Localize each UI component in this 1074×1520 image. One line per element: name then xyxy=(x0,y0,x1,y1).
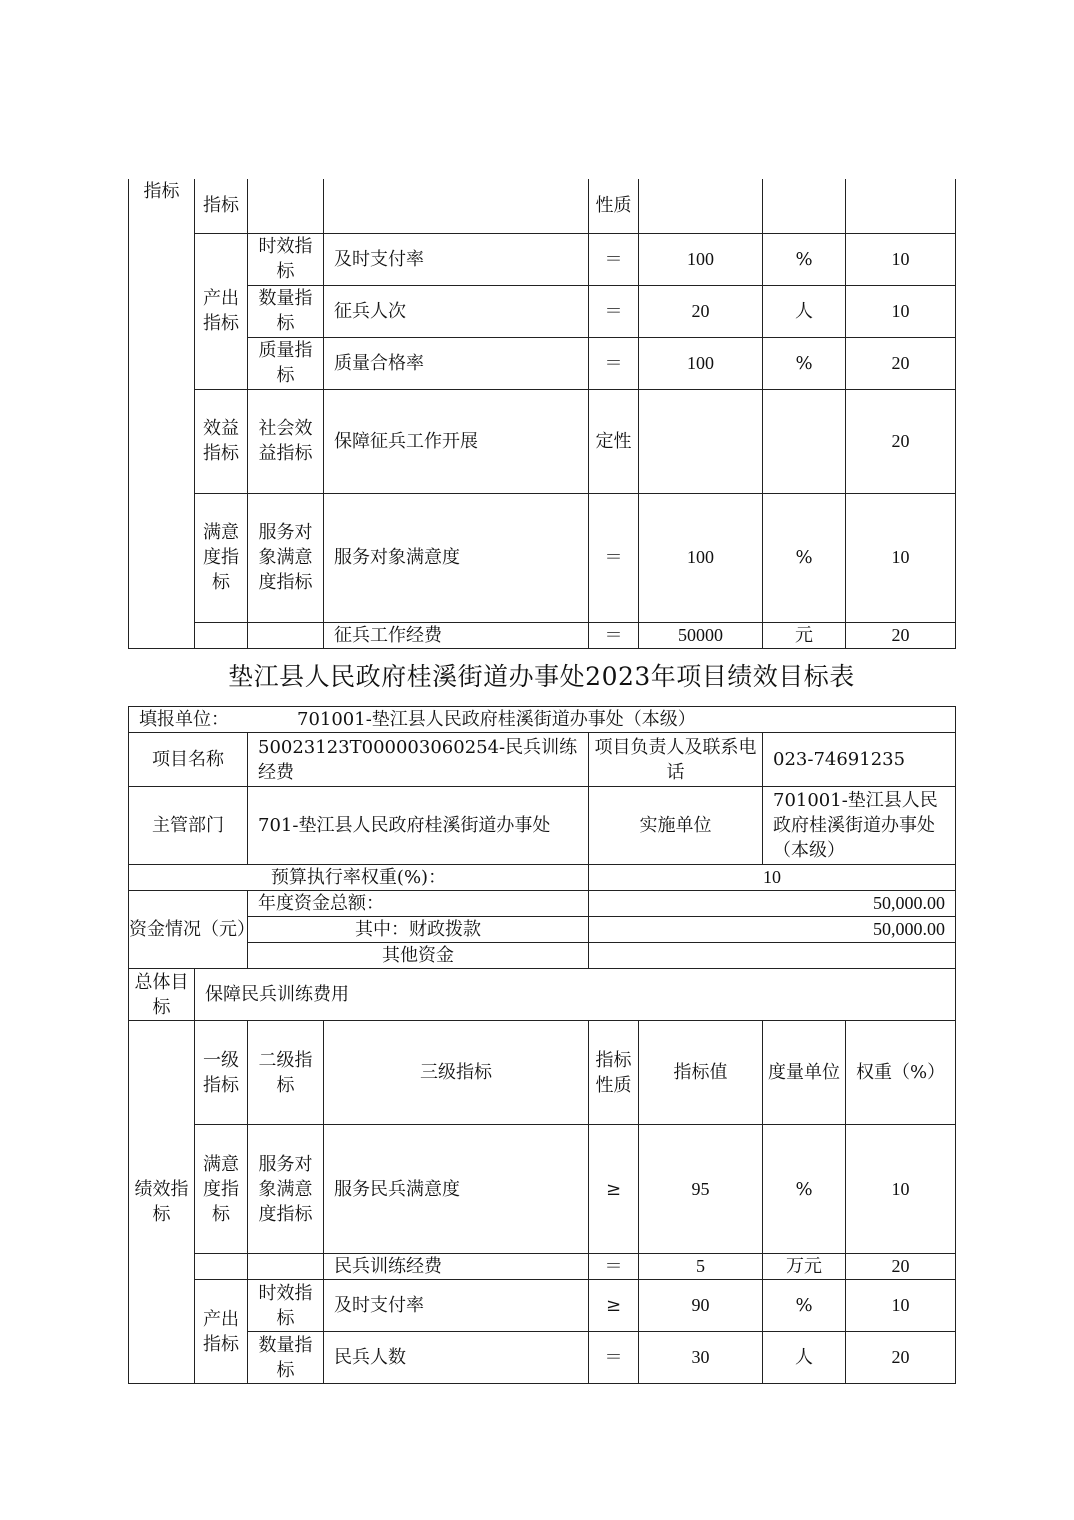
project-name: 50023123T000003060254-民兵训练经费 xyxy=(248,733,589,787)
performance-target-table: 填报单位： 701001-垫江县人民政府桂溪街道办事处（本级） 项目名称 50023123T000003060254-民兵训练经费 项目负责人及联系电话 023-74691235 主管部门 701-垫江县人民政府桂溪街道办事处 实施单位 701001-垫江县人民政府桂溪街道办事处（本级） 预算执行率权重(%)： 10 资金情况（元） 年度资金总额： 50,000.00 其中：财政拨款 50,000.00 其他资金 总体目标 保障民兵训练费用 绩效指标 一级指标 二级指标 三级指标 指标性质 指标值 度量单位 权重（%） 满意度指标 服务对象满意度指标 服务民兵满意度 ≥ 95 % 10 民兵训练经费 ＝ 5 万元 20 产出指标 时效指标 及时支付率 ≥ 90 % 10 数量指标 民兵人数 ＝ 30 人 20 xyxy=(128,706,956,1384)
overall-goal: 保障民兵训练费用 xyxy=(195,969,956,1021)
owner-phone: 023-74691235 xyxy=(763,733,956,787)
funds-fiscal: 50,000.00 xyxy=(589,917,956,943)
table-row: 民兵训练经费 ＝ 5 万元 20 xyxy=(129,1254,956,1280)
reporting-unit: 填报单位： 701001-垫江县人民政府桂溪街道办事处（本级） xyxy=(129,707,956,733)
table-row: 产出指标 时效指标 及时支付率 ≥ 90 % 10 xyxy=(129,1280,956,1332)
table-row: 满意度指标 服务对象满意度指标 服务民兵满意度 ≥ 95 % 10 xyxy=(129,1125,956,1254)
department: 701-垫江县人民政府桂溪街道办事处 xyxy=(248,787,589,865)
performance-table-continued xyxy=(128,179,956,649)
table-row: 效益指标 社会效益指标 保障征兵工作开展 定性 20 xyxy=(129,389,956,493)
table-row: 质量指标 质量合格率 ＝ 100 % 20 xyxy=(129,337,956,389)
funds-total: 50,000.00 xyxy=(589,891,956,917)
funds-label: 资金情况（元） xyxy=(129,891,248,969)
nature-header-tail: 性质 xyxy=(589,179,639,233)
table-row: 数量指标 民兵人数 ＝ 30 人 20 xyxy=(129,1332,956,1384)
table-row: 满意度指标 服务对象满意度指标 服务对象满意度 ＝ 100 % 10 xyxy=(129,493,956,622)
output-indicator-label: 产出指标 xyxy=(195,1280,248,1384)
budget-weight: 10 xyxy=(589,865,956,891)
table-row: 数量指标 征兵人次 ＝ 20 人 10 xyxy=(129,285,956,337)
perf-indicator-label: 指标 xyxy=(129,179,195,648)
funds-other xyxy=(589,943,956,969)
implementing-unit: 701001-垫江县人民政府桂溪街道办事处（本级） xyxy=(763,787,956,865)
output-indicator-label: 产出指标 xyxy=(195,233,248,389)
table-row: 征兵工作经费 ＝ 50000 元 20 xyxy=(129,622,956,648)
perf-indicator-label: 绩效指标 xyxy=(129,1021,195,1384)
table-row: 产出指标 时效指标 及时支付率 ＝ 100 % 10 xyxy=(129,233,956,285)
level1-header-tail: 指标 xyxy=(195,179,248,233)
table-header-row: 绩效指标 一级指标 二级指标 三级指标 指标性质 指标值 度量单位 权重（%） xyxy=(129,1021,956,1125)
page-title: 垫江县人民政府桂溪街道办事处2023年项目绩效目标表 xyxy=(228,662,855,691)
